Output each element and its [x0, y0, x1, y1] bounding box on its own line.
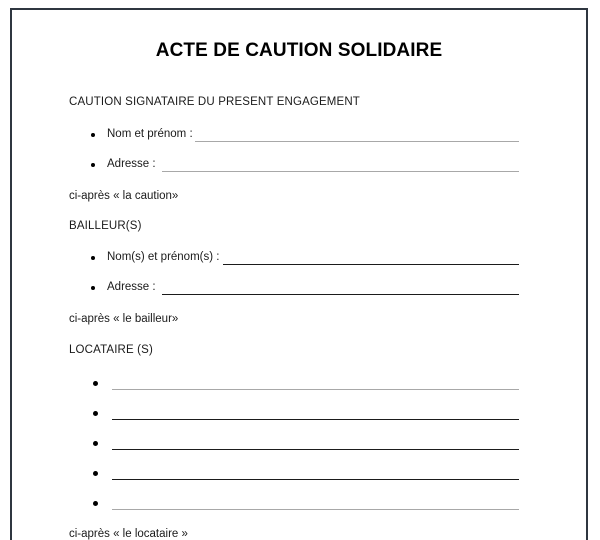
field-input-locataire-1[interactable] [112, 389, 519, 390]
field-input-locataire-4[interactable] [112, 479, 519, 480]
bullet-icon [91, 133, 95, 137]
bullet-icon [93, 411, 98, 416]
field-label-adresse-caution: Adresse : [107, 158, 156, 170]
field-input-locataire-2[interactable] [112, 419, 519, 420]
field-input-adresse-bailleur[interactable] [162, 294, 519, 295]
footnote-caution: ci-après « la caution» [69, 190, 179, 202]
section-heading-caution: CAUTION SIGNATAIRE DU PRESENT ENGAGEMENT [69, 96, 360, 108]
field-label-noms-prenoms: Nom(s) et prénom(s) : [107, 251, 220, 263]
field-label-adresse-bailleur: Adresse : [107, 281, 156, 293]
bullet-icon [93, 441, 98, 446]
bullet-icon [93, 501, 98, 506]
field-input-nom-prenom[interactable] [195, 141, 519, 142]
bullet-icon [93, 471, 98, 476]
field-input-locataire-5[interactable] [112, 509, 519, 510]
field-row-locataire-3 [12, 436, 586, 452]
field-input-locataire-3[interactable] [112, 449, 519, 450]
bullet-icon [93, 381, 98, 386]
field-label-nom-prenom: Nom et prénom : [107, 128, 193, 140]
field-row-locataire-2 [12, 406, 586, 422]
footnote-locataire: ci-après « le locataire » [69, 528, 188, 540]
section-heading-bailleur: BAILLEUR(S) [69, 220, 142, 232]
field-row-caution-adresse [12, 158, 586, 174]
section-heading-locataire: LOCATAIRE (S) [69, 344, 153, 356]
bullet-icon [91, 286, 95, 290]
field-row-caution-nom [12, 128, 586, 144]
field-row-locataire-1 [12, 376, 586, 392]
footnote-bailleur: ci-après « le bailleur» [69, 313, 179, 325]
field-row-bailleur-nom [12, 251, 586, 267]
field-input-noms-prenoms[interactable] [223, 264, 519, 265]
field-row-locataire-5 [12, 496, 586, 512]
field-input-adresse-caution[interactable] [162, 171, 519, 172]
page-title: ACTE DE CAUTION SOLIDAIRE [155, 40, 443, 61]
document-page [10, 8, 588, 540]
bullet-icon [91, 256, 95, 260]
document-body [12, 10, 586, 540]
bullet-icon [91, 163, 95, 167]
field-row-bailleur-adresse [12, 281, 586, 297]
field-row-locataire-4 [12, 466, 586, 482]
